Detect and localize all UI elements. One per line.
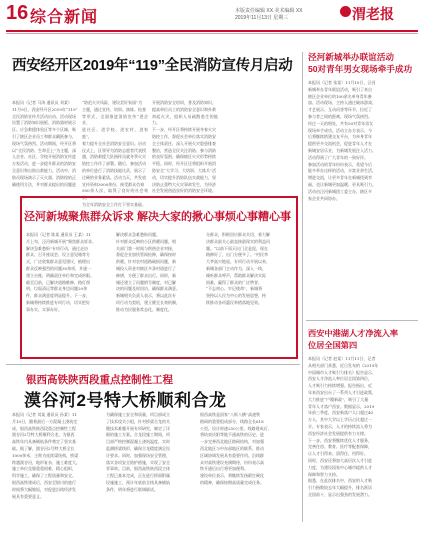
text-line: 工程已基本完成，正在进行桥面附属 (106, 473, 170, 479)
text-line: 本报讯（记者 马涛 通讯员 刘某） (12, 100, 72, 105)
text-line: 防员现场演示了灭火器、消防栓的正 (12, 174, 76, 180)
side1-headline-line2: 50对青年男女现场牵手成功 (308, 64, 413, 74)
side2-headline-line2: 位居全国第四 (308, 341, 358, 350)
side2-body (308, 356, 418, 536)
text-line: 提高单位员工的消防安全意识和扑救 (152, 106, 216, 112)
text-line: 半。专家表示，人才的持续流入将为 (308, 423, 372, 429)
text-line: 公里，设计时速250公里。线路建成后， (200, 425, 272, 431)
text-line: 下一步，经开区将持续开展冬春火灾 (152, 127, 216, 133)
text-line: 主题，通过宣传、培训、演练、检查 (82, 106, 146, 112)
text-line: 仪式上，区领导为消防志愿者代表授 (82, 147, 146, 153)
text-line: 全意识和自防自救能力。活动中，消 (12, 167, 76, 173)
text-line: 式，广泛收集群众意见建议，梳理出 (26, 259, 90, 265)
text-line: 全主体责任，深入开展火灾隐患排查 (152, 140, 216, 146)
text-line: 建立台账，明确责任单位和完成时限。 (26, 272, 94, 278)
text-line: 西北地区与中东部地区的联系，推动 (200, 445, 264, 451)
text-line: 本报讯（记者 赵某）11月11日，记者 (308, 356, 376, 361)
text-line: 全民消防宣传月活动启动。活动现场 (12, 113, 76, 119)
text-line: 群众反映强烈的问题30余项，并逐一 (26, 265, 92, 271)
text-line: 以“全民消防、生命至上”为主题，深 (12, 147, 77, 153)
text-line: 建设单位表示，将继续发扬敢打硬仗 (200, 473, 264, 479)
text-line: 人才吸引力持续增强。报告指出，近 (308, 383, 372, 389)
text-line: 键技术难题开展专项研究，制定了详 (106, 425, 170, 431)
text-line: 城投入资金对辖区多条村道进行了 (116, 265, 176, 271)
text-line: 现场气氛热烈。活动期间，经开区将 (12, 140, 76, 146)
text-line: 辖区企业单位的100余名单身青年参 (308, 93, 372, 99)
text-line: 群众、召开座谈会、设立意见箱等方 (26, 252, 90, 258)
text-line: 防安全“大学习、大培训、大练兵”活 (152, 167, 217, 173)
text-line: 设施施工，预计年底前全线具备铺轨 (106, 479, 170, 485)
newspaper-logo: 渭老报 (352, 7, 394, 23)
text-line: 宣传资料3000余份，接受群众咨询 (82, 181, 145, 187)
text-line: 万家活动，进一步提升群众的消防安 (12, 161, 76, 167)
text-line: 防控工作作了部署。随后，参加活动 (82, 161, 146, 167)
text-line: 新城安居乐业，为新城发展注入活力。 (308, 147, 376, 153)
masthead-date: 2019年11月13日 星期三 (235, 15, 289, 21)
boxed-col-1 (26, 232, 110, 352)
text-line: 后将继续搭建交友平台，为单身青年 (308, 134, 372, 140)
text-line: 参加活动的青年纷纷表示，希望今后 (308, 161, 372, 167)
side2-headline-line1: 西安中港湖人才净流入率 (308, 329, 399, 338)
main-col-3 (152, 100, 218, 192)
page-number: 16 (6, 2, 29, 24)
text-line: 决的问题及时回访，确保群众满意。 (116, 286, 180, 292)
text-line: 解决急难愁盼”专项行动，通过走访 (26, 245, 89, 251)
text-line: 零事故。目前，银西高铁陕西段主体 (106, 466, 170, 472)
text-line: 督促企业加快管网检修，确保按时 (116, 252, 176, 258)
text-line: 11月9日，西安经开区2019年“119” (12, 106, 78, 112)
text-line: 计要求。同时，加强现场安全管理， (106, 452, 170, 458)
text-line: 截至目前，已解决道路维修、路灯照 (26, 279, 90, 285)
text-line: 众对高铁建设充满期待，纷纷表示高 (200, 459, 264, 465)
text-line: 万人，其中大学以上学历占比超过一 (308, 417, 372, 423)
text-line: 月10日，随着最后一方混凝土浇筑完 (12, 418, 78, 424)
text-line: 分群众，积极回应群众关切，着力解 (206, 232, 270, 237)
text-line: 跨越漠谷河，地形复杂，施工难度大。 (12, 459, 80, 465)
text-line: 的精神，确保按期高质量完成任务。 (200, 479, 264, 485)
text-line: 入企业、社区、学校开展消防宣传进 (12, 154, 76, 160)
text-line: 活动得到了广大青年的一致好评。 (308, 154, 368, 160)
text-line: 银西高铁建成后，西安至银川的旅行 (12, 479, 76, 485)
text-line: 下一步，西安将继续优化人才服务， (308, 437, 372, 443)
text-line: 动，切实提升消防队伍实战能力，坚 (152, 174, 216, 180)
text-line: 针对群众反映的小区供暖问题，相 (116, 238, 176, 244)
text-line: 保障和智力支持。 (308, 471, 340, 477)
main-col-4 (222, 100, 292, 192)
text-line: 旗，消防救援大队指挥员就冬季火灾 (82, 154, 146, 160)
text-line: 本报讯（记者 张某）11月10日，泾河 (308, 80, 376, 85)
masthead-editors: 本版责任编辑 XX 美术编辑 XX (235, 8, 303, 14)
text-line: 银西高铁是国家“八纵八横”高速铁 (200, 412, 261, 417)
boxed-col-3 (206, 232, 292, 352)
text-line: 提供更多交流机会，促进青年人才在 (308, 141, 372, 147)
text-line: 青年人才落户西安。数据显示，2019 (308, 403, 375, 409)
text-line: 科学施工，确保了工程质量和安全。 (12, 473, 76, 479)
text-line: 从相关部门获悉，近日发布的《2019年 (308, 362, 379, 368)
bottom-col-2 (106, 412, 192, 538)
text-line: 事办实、实事办好。 (26, 306, 62, 312)
text-line: 了技术攻关小组，针对桥梁合龙的关 (106, 418, 170, 424)
text-line: 目部严格控制混凝土浇筑温度，实时 (106, 439, 170, 445)
text-line: 项行动为契机，建立健全长效机制， (116, 299, 180, 305)
text-line: 能多举办这样的活动，丰富业余生活， (308, 168, 376, 174)
text-line: 引了辖区企业员工和群众踊跃参与， (12, 133, 76, 139)
text-line: 监测桥梁线形，确保合龙精度满足设 (106, 445, 170, 451)
masthead-rule-thin (6, 33, 418, 34)
text-line: 月上旬，泾河新城开展“聚焦群众诉求、 (26, 238, 97, 244)
text-line: 区域协调发展具有重要作用。沿线群 (200, 452, 264, 458)
text-line: 续推动各项惠民举措落地见效。 (206, 299, 262, 305)
text-line: 1000余米，主跨为连续梁结构，桥梁 (12, 452, 79, 458)
text-line: 确使用方法，并对群众提出的问题进 (12, 181, 76, 187)
text-line: “不忘初心、牢记使命”，新城将 (206, 286, 263, 292)
text-line: 倾听群众呼声，帮助群众解决实际 (206, 272, 266, 278)
text-line: 全国前十，显示出强劲的发展潜力。 (308, 491, 372, 497)
text-line: 坚持以人民为中心的发展思想，持 (206, 293, 266, 299)
masthead-rule (6, 30, 418, 32)
text-line: 施工单位克服重重困难，精心组织， (12, 466, 76, 472)
text-line: 引力指数较去年大幅提升，排名跃居 (308, 485, 372, 491)
text-line: 区、应急救援体验区等多个区域，吸 (12, 127, 76, 133)
text-line: 初起火灾、组织人员疏散逃生的能力。 (152, 113, 218, 126)
text-line: 完善住房、教育、医疗等配套保障， (308, 444, 372, 450)
text-line: 活动由泾河新城团工委主办，辖区多 (308, 188, 372, 194)
text-line: 等形式，全面推进消防宣传“进企业、 (82, 113, 148, 126)
text-line: 才艺展示、互动问答等环节，拉近了 (308, 107, 372, 113)
masthead-meta (235, 8, 345, 22)
text-line: “防范火灾风险，建设美好家园”为 (82, 100, 143, 105)
column-divider (302, 52, 303, 522)
text-line: 500余人次，取得了良好的社会效果， (82, 188, 148, 201)
bottom-headline: 漠谷河2号特大桥顺利合龙 (24, 391, 227, 410)
text-line: 为确保施工安全和质量，项目部成立 (106, 412, 170, 417)
main-col-2 (82, 100, 148, 207)
text-line: 中国城市人才吸引力排名》报告显示， (308, 369, 376, 375)
text-line: 路网的重要组成部分，线路全长618 (200, 418, 264, 424)
side1-headline-line1: 泾河新城举办联谊活动 (308, 52, 394, 62)
bottom-kicker: 银西高铁陕西段重点控制性工程 (26, 374, 173, 386)
text-line: 年前三季度，西安新落户人口超过40 (308, 410, 374, 416)
text-line: 为全年消防安全工作打下坚实基础。 (82, 201, 146, 207)
text-line: 新城各部门主动作为，深入一线， (206, 265, 266, 271)
text-line: 础。据了解，漠谷河2号特大桥全长 (12, 445, 75, 451)
bottom-col-3 (200, 412, 296, 538)
text-line: 防控工作，督促社会单位落实消防安 (152, 133, 216, 139)
text-line: 年来西安出台了一系列人才引进政策， (308, 389, 376, 395)
text-line: 新城举办青年联谊活动，吸引了来自 (308, 86, 372, 92)
text-line: 大爷高兴地说。专项行动开展以来， (206, 259, 270, 265)
text-line: 题。“以前下雨天出门全是泥，现在 (206, 245, 269, 251)
text-line: 本报讯（记者 刘某 通讯员 孙某）11 (12, 412, 77, 417)
text-line: 新城相关负责人表示，将以此次专 (116, 293, 176, 299)
text-line: 条件，明年将进行联调联试。 (106, 486, 158, 492)
text-line: 增进交流，让更多青年在新城找到幸 (308, 175, 372, 181)
main-col-1 (12, 100, 78, 192)
text-line: 新城将持续推进专项行动，切实把好 (26, 299, 90, 305)
text-line: 力度，为建设国家中心城市提供人才 (308, 464, 372, 470)
boxed-col-2 (116, 232, 200, 352)
bottom-col-1 (12, 412, 98, 538)
text-line: 细的施工方案。合龙段施工期间，项 (106, 432, 170, 438)
text-line: 社会发展创造良好的消防安全环境。 (152, 188, 216, 194)
text-line: 成，银西高铁陕西段重点控制性工程 (12, 425, 76, 431)
text-line: 大力推进“户籍新政”，吸引了大量 (308, 396, 369, 402)
text-line: 时间将大幅缩短，对促进沿线经济发 (12, 486, 76, 492)
logo-badge-icon (340, 6, 351, 17)
text-line: 参与者之间的距离，现场气氛热烈。 (308, 113, 372, 119)
text-line: 本报讯（记者 陈某 通讯员 王某）11 (26, 232, 91, 237)
text-line: 解决群众急难愁盼问题。 (116, 232, 160, 237)
text-line: 整治，营造全民关注消防、参与消防 (152, 147, 216, 153)
text-line: 供暖。针对农村道路破损问题，新 (116, 259, 176, 265)
text-line: 西安经济社会发展提供有力支撑。 (308, 430, 368, 436)
text-line: 设置了消防知识展板、消防器材展示 (12, 120, 76, 126)
text-line: 落实各项安全防护措施，实现了安全 (106, 459, 170, 465)
boxed-article-headline: 泾河新城聚焦群众诉求 解决大家的揪心事烦心事糟心事 (24, 211, 292, 223)
text-line: 铁开通后出行将更加便利。 (200, 466, 248, 472)
text-line: 漠谷河2号特大桥顺利合龙，为银西 (12, 432, 75, 438)
text-line: 的单位进行了消防技能比武，展示了 (82, 167, 146, 173)
text-line: 件，群众满意度明显提升。下一步， (26, 293, 90, 299)
text-line: 困难，赢得了群众的广泛赞誉。 (206, 279, 262, 285)
side2-rule (306, 320, 418, 321)
section-title: 综合新闻 (30, 9, 99, 26)
text-line: 平稳。同时，经开区还将组织开展消 (152, 161, 216, 167)
text-line: 过硬的业务素质。活动当天，共发放 (82, 174, 146, 180)
text-line: 明、垃圾清运等群众身边问题20余 (26, 286, 88, 292)
text-line: 同时，西安还将加大高层次人才引进 (308, 457, 372, 463)
text-line: 关部门第一时间与供热企业对接， (116, 245, 176, 251)
text-line: 城还建立了问题销号制度，对已解 (116, 279, 176, 285)
text-line: 的良好氛围，确保辖区火灾形势持续 (152, 154, 216, 160)
bottom-rule (6, 364, 300, 365)
text-line: 展具有重要意义。 (12, 493, 44, 499)
text-line: 据悉，在此次排名中，西安的人才吸 (308, 478, 372, 484)
text-line: 一步完善西北地区路网结构，对加强 (200, 439, 264, 445)
masthead (0, 0, 424, 40)
text-line: 高铁年内具备铺轨条件奠定了坚实基 (12, 439, 76, 445)
text-line: 将结束庆阳等地不通高铁的历史，进 (200, 432, 264, 438)
text-line: 福，也让新城更加温暖、更具吸引力。 (308, 181, 376, 187)
main-headline: 西安经开区2019年“119”全民消防宣传月启动 (12, 58, 293, 74)
side1-body (308, 80, 418, 316)
text-line: 开展消防安全培训，普及消防知识， (152, 100, 216, 105)
text-line: 推动为民服务常态化、制度化。 (116, 306, 172, 312)
text-line: 决防止重特大火灾事故发生，为经济 (152, 181, 216, 187)
text-line: 进社区、进学校、进农村、进家庭”， (82, 127, 148, 139)
text-line: 加。活动现场，主持人通过破冰游戏、 (308, 100, 376, 106)
text-line: 修缮，方便了群众出行。同时，新 (116, 272, 176, 278)
text-line: 路修好了，出门方便多了。”村民李 (206, 252, 269, 258)
text-line: 着力提升全社会消防安全意识。启动 (82, 140, 146, 146)
text-line: 现场牵手成功。活动主办方表示，今 (308, 127, 372, 133)
text-line: 决群众最关心最直接最现实的利益问 (206, 238, 270, 244)
text-line: 让人才引得来、留得住、用得好。 (308, 451, 368, 457)
text-line: 家企业共同协办。 (308, 195, 340, 201)
text-line: 经过一天的相处，共有50对青年男女 (308, 120, 374, 126)
text-line: 西安人才净流入率位居全国第四位， (308, 376, 372, 382)
